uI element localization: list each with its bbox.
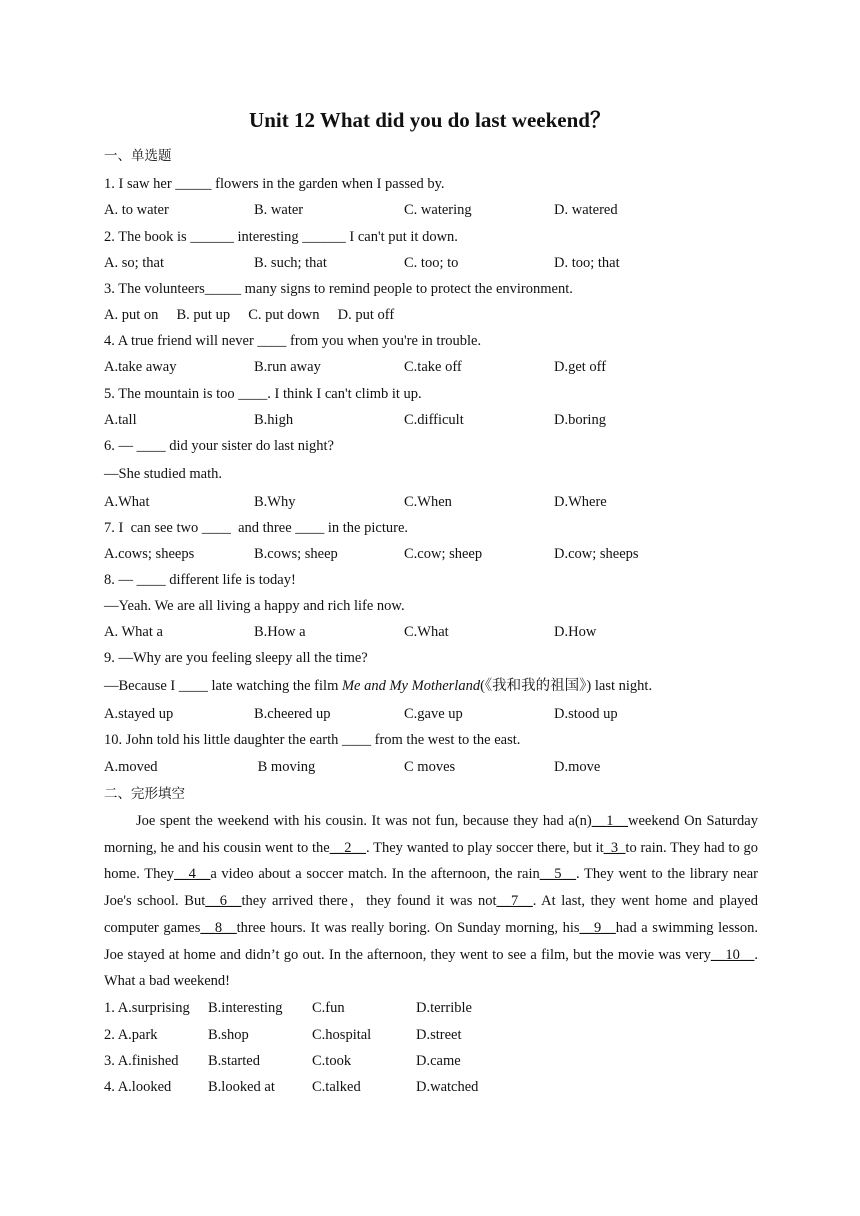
option-b: B.run away <box>254 359 321 375</box>
option-b: B.How a <box>254 624 306 640</box>
passage-text: . They went to the library near Joe's school. But <box>104 866 759 910</box>
passage-text: to rain. They had to go home. They <box>104 839 758 883</box>
option-c: C.fun <box>312 1000 345 1016</box>
option-b: B moving <box>254 759 316 775</box>
section-heading-single-choice: 一、单选题 <box>104 148 172 164</box>
cloze-blank: __4__ <box>174 866 211 883</box>
section-heading-cloze: 二、完形填空 <box>104 786 185 802</box>
option-b: B.cheered up <box>254 706 331 722</box>
question-9-reply <box>104 676 652 696</box>
question-10-stem: 10. John told his little daughter the earth ____ from the west to the east. <box>104 732 521 748</box>
option-b: B.started <box>208 1053 260 1069</box>
cloze-blank: __5__ <box>539 866 576 883</box>
option-c: C.hospital <box>312 1027 372 1043</box>
cloze-blank: __1__ <box>591 813 628 829</box>
option-c: C.gave up <box>404 706 463 722</box>
option-d: D.Where <box>554 494 607 510</box>
option-a: A.stayed up <box>104 706 174 722</box>
option-b: B.high <box>254 412 294 428</box>
passage-text: . They wanted to play soccer there, but it <box>366 839 604 856</box>
film-title: Me and My Motherland <box>341 678 481 694</box>
option-c: C.talked <box>312 1079 361 1095</box>
cloze-blank: __6__ <box>205 893 242 910</box>
question-6-stem: 6. — ____ did your sister do last night? <box>104 438 334 454</box>
question-3-stem: 3. The volunteers_____ many signs to remind people to protect the environment. <box>104 281 573 297</box>
page-title: Unit 12 What did you do last weekend？ <box>249 108 611 132</box>
option-c: C.took <box>312 1053 352 1069</box>
cloze-blank: __9__ <box>579 919 616 936</box>
option-b: B.Why <box>254 494 296 510</box>
option-a: A.moved <box>104 759 158 775</box>
option-c: C.cow; sheep <box>404 546 483 562</box>
option-d: D.How <box>554 624 597 640</box>
option-a: A. What a <box>104 624 163 640</box>
question-6-reply: —She studied math. <box>104 466 223 482</box>
option-b: B.shop <box>208 1027 249 1043</box>
cloze-passage <box>104 808 758 995</box>
option-c: C. watering <box>404 202 472 218</box>
passage-text: had a swimming lesson. Joe stayed at home and didn’t go out. In the afternoon, they went to see a film, but the movie was very <box>104 919 758 963</box>
option-c: C.take off <box>404 359 462 375</box>
option-d: D.terrible <box>416 1000 472 1016</box>
option-a: A.cows; sheeps <box>104 546 195 562</box>
reply-text: —Because I ____ late watching the film <box>104 678 342 694</box>
question-7-stem: 7. I can see two ____ and three ____ in the picture. <box>104 520 409 536</box>
question-9-stem: 9. —Why are you feeling sleepy all the time? <box>104 650 368 666</box>
option-d: D.watched <box>416 1079 479 1095</box>
option-d: D.boring <box>554 412 606 428</box>
option-a: A. to water <box>104 202 169 218</box>
option-d: D.street <box>416 1027 462 1043</box>
option-d: D.cow; sheeps <box>554 546 639 562</box>
option-b: B. water <box>254 202 304 218</box>
option-a: 1. A.surprising <box>104 1000 190 1016</box>
question-4-stem: 4. A true friend will never ____ from you when you're in trouble. <box>104 333 482 349</box>
question-5-stem: 5. The mountain is too ____. I think I can't climb it up. <box>104 386 422 402</box>
option-d: D. too; that <box>554 255 620 271</box>
option-c: C moves <box>404 759 456 775</box>
cloze-blank: __8__ <box>200 919 237 936</box>
option-a: A. so; that <box>104 255 165 271</box>
passage-text: they arrived there，they found it was not <box>241 893 497 910</box>
passage-text: a video about a soccer match. In the afternoon, the rain <box>210 866 540 883</box>
reply-text-end: (《我和我的祖国》) last night. <box>480 678 653 694</box>
cloze-blank: _3_ <box>603 839 626 856</box>
cloze-blank: __2__ <box>329 839 366 856</box>
cloze-blank: __7__ <box>496 893 533 910</box>
option-c: C.difficult <box>404 412 464 428</box>
option-a: A.take away <box>104 359 177 375</box>
option-c: C.When <box>404 494 452 510</box>
option-a: 3. A.finished <box>104 1053 179 1069</box>
option-d: D.move <box>554 759 601 775</box>
option-d: D.came <box>416 1053 461 1069</box>
cloze-blank: __10__ <box>710 946 755 963</box>
option-b: B.cows; sheep <box>254 546 338 562</box>
option-a: A.tall <box>104 412 137 428</box>
passage-text: Joe spent the weekend with his cousin. It was not fun, because they had a(n) <box>136 813 592 829</box>
option-d: D.stood up <box>554 706 618 722</box>
question-1-stem: 1. I saw her _____ flowers in the garden when I passed by. <box>104 176 445 192</box>
question-8-stem: 8. — ____ different life is today! <box>104 572 296 588</box>
passage-text: three hours. It was really boring. On Sunday morning, his <box>236 919 580 936</box>
passage-text: weekend On Saturday morning, he and his cousin went to the <box>104 813 758 856</box>
option-b: B. such; that <box>254 255 327 271</box>
passage-text: . What a bad weekend! <box>104 946 758 990</box>
option-b: B.interesting <box>208 1000 283 1016</box>
option-a: 4. A.looked <box>104 1079 172 1095</box>
option-a: A.What <box>104 494 150 510</box>
option-b: B.looked at <box>208 1079 275 1095</box>
passage-text: . At last, they went home and played computer games <box>104 893 758 936</box>
option-c: C. too; to <box>404 255 459 271</box>
option-a: 2. A.park <box>104 1027 158 1043</box>
option-d: D. watered <box>554 202 618 218</box>
option-d: D.get off <box>554 359 607 375</box>
option-c: C.What <box>404 624 449 640</box>
question-2-stem: 2. The book is ______ interesting ______ I can't put it down. <box>104 229 458 245</box>
question-8-reply: —Yeah. We are all living a happy and rich life now. <box>104 598 405 614</box>
question-3-options: A. put on B. put up C. put down D. put off <box>104 307 395 323</box>
